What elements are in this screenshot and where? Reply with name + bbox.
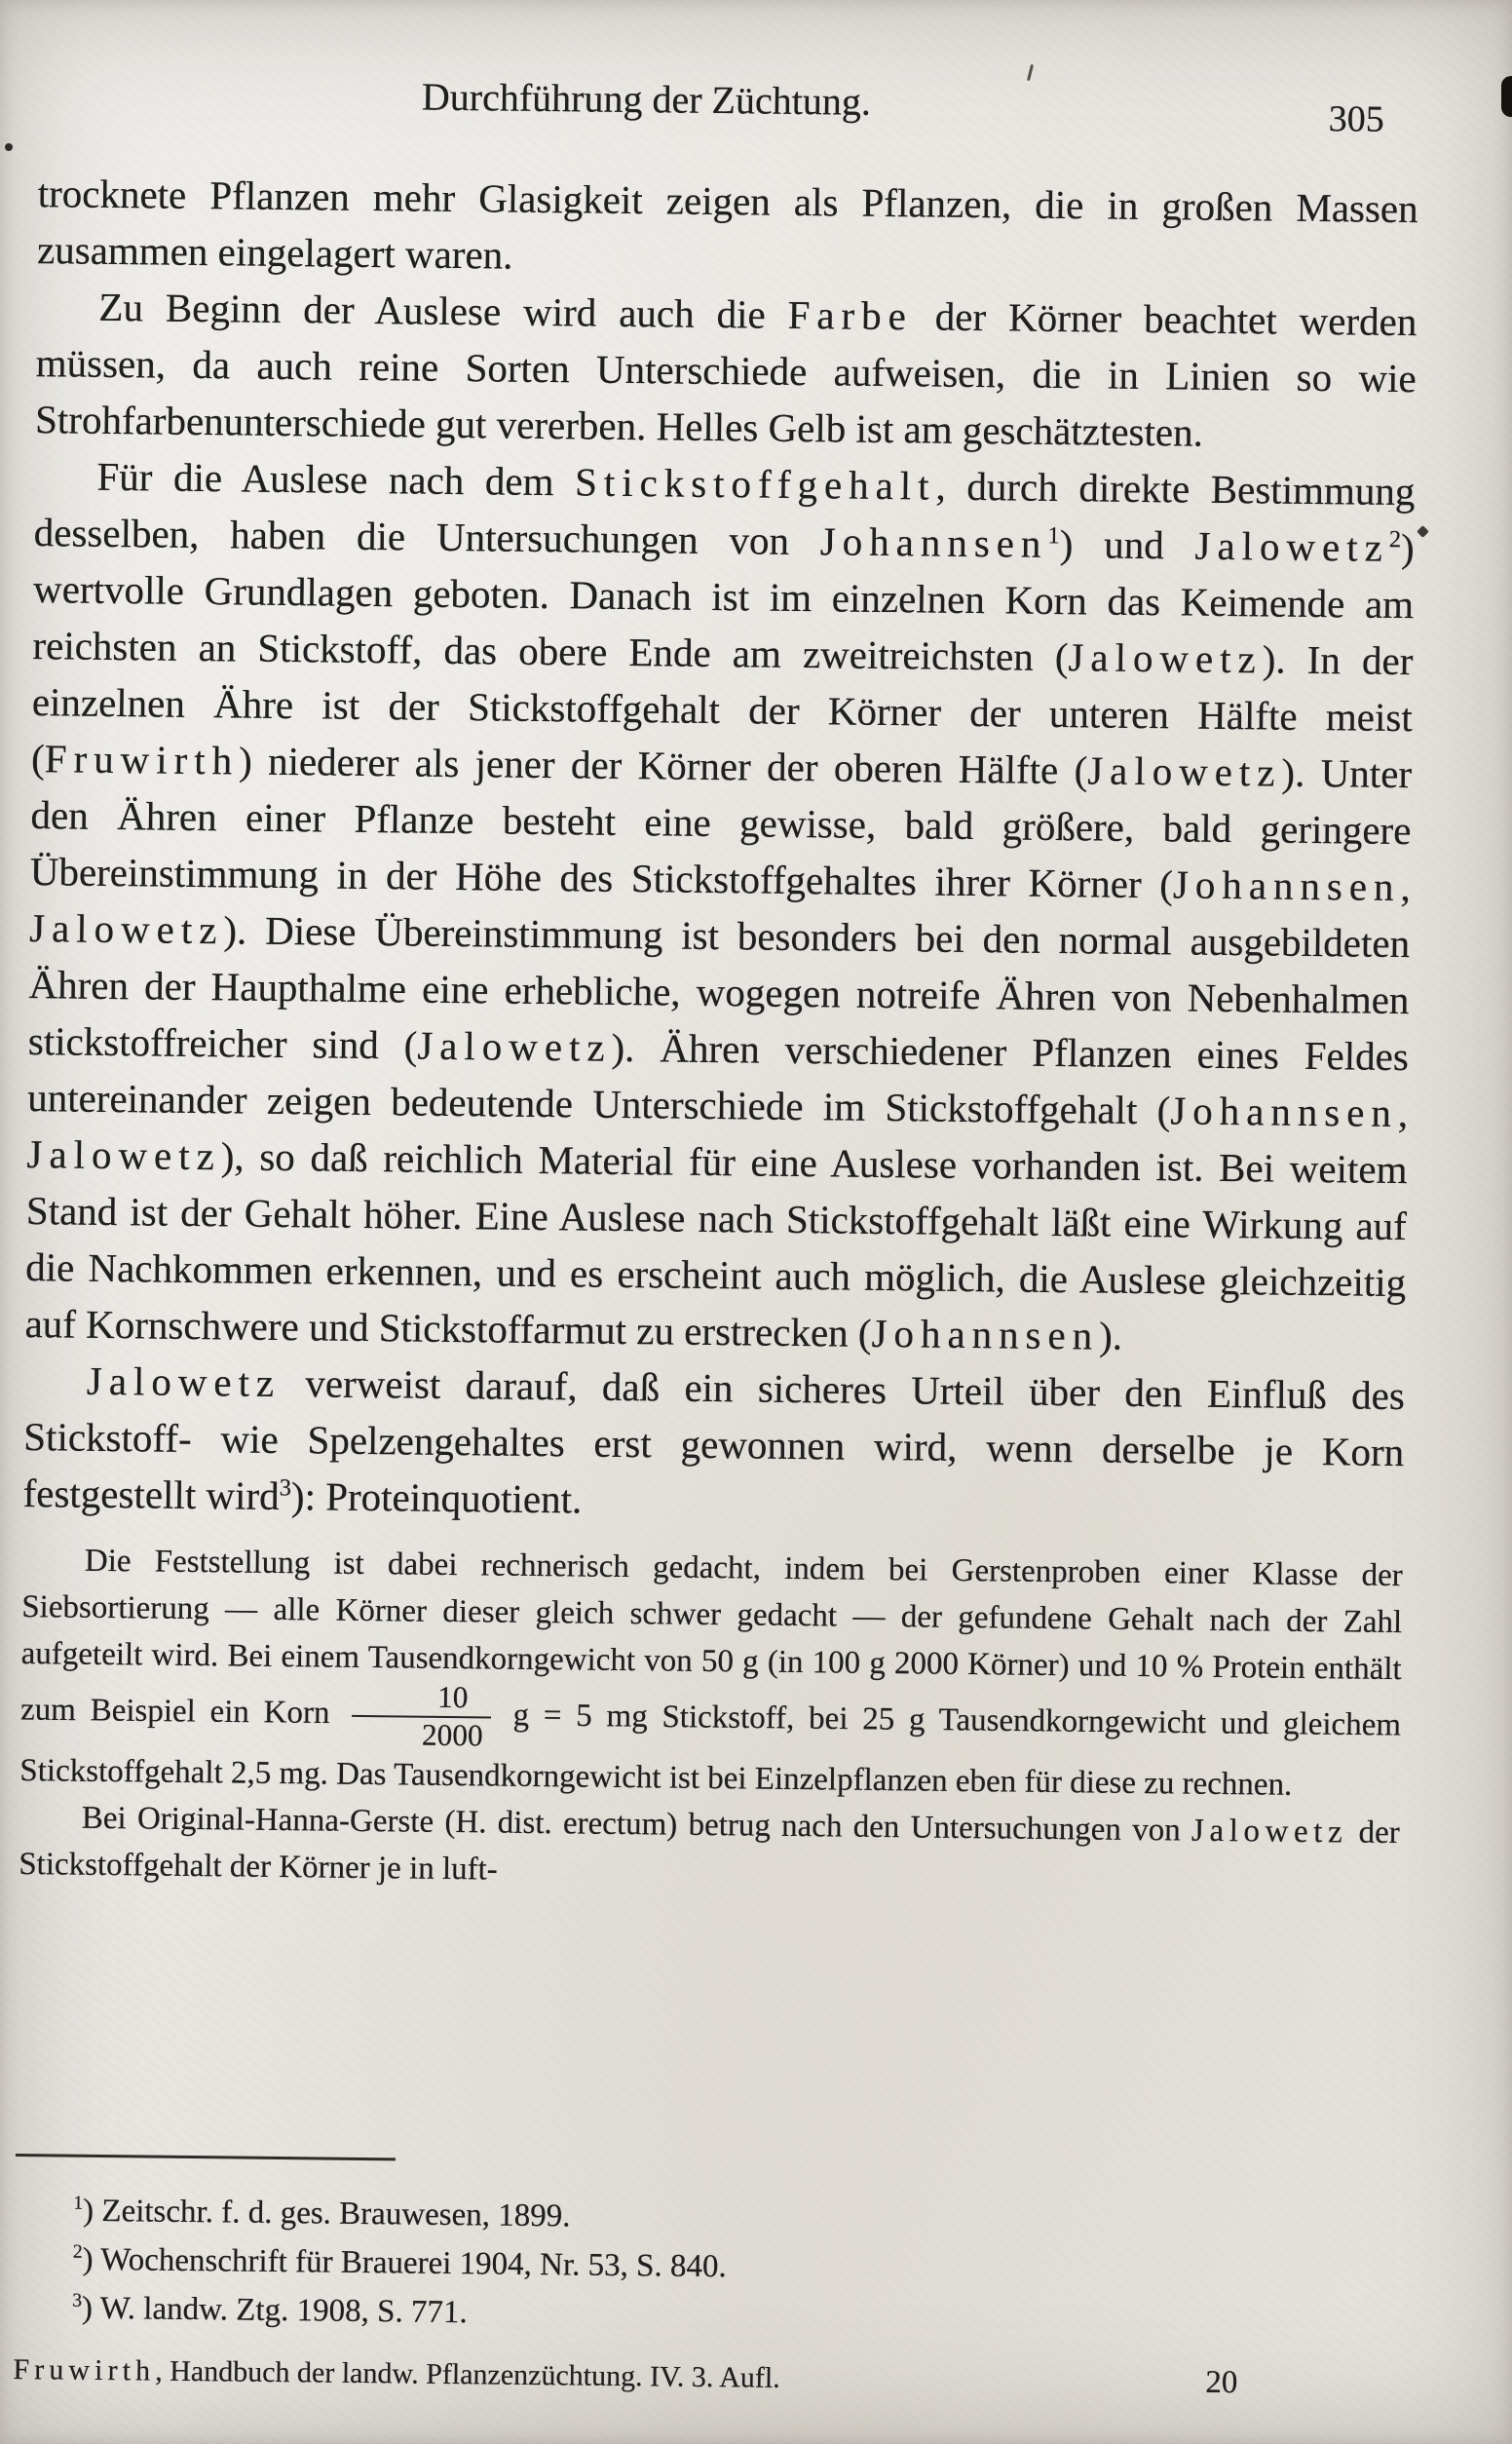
footnote: $^1$) Zeitschr. f. d. ges. Brauwesen, 1899. xyxy=(73,2192,571,2234)
running-header-title: Durchführung der Züchtung. xyxy=(421,74,872,124)
body-paragraph: Zu Beginn der Auslese wird auch die Farbe der Körner beachtet werden müssen, da auch reine Sorten Unterschiede aufweisen, die in Linien so wie Strohfarbenunterschiede gut vererben. Helles Gelb ist am geschätztesten. xyxy=(34,284,1418,455)
footnote: $^3$) W. landw. Ztg. 1908, S. 771. xyxy=(72,2289,468,2331)
body-paragraph-small: Die Feststellung ist dabei rechnerisch gedacht, indem bei Gerstenproben einer Klasse der Siebsortierung — alle Körner dieser gleich schwer gedacht — der gefundene Gehalt nach der Zahl aufgeteilt wird. Bei einem Tausendkorngewicht von 50 g (in 100 g 2000 Körner) und 10 % Protein enthält zum Beispiel ein Korn $\frac{10}{2000}$ g = 5 mg Stickstoff, bei 25 g Tausendkorngewicht und gleichem Stickstoffgehalt 2,5 mg. Das Tausendkorngewicht ist bei Einzelpflanzen eben für diese zu rechnen. xyxy=(19,1543,1403,1803)
body-paragraph-small: Bei Original-Hanna-Gerste (H. dist. erectum) betrug nach den Untersuchungen von Jalowetz der Stickstoffgehalt der Körner je in luft- xyxy=(19,1800,1400,1888)
body-paragraph: Jalowetz verweist darauf, daß ein sicheres Urteil über den Einfluß des Stickstoff- wie Spelzengehaltes erst gewonnen wird, wenn derselbe je Korn festgestellt wird$^3$): Proteinquotient. xyxy=(22,1357,1406,1522)
footer-imprint: Fruwirth, Handbuch der landw. Pflanzenzüchtung. IV. 3. Aufl. xyxy=(13,2352,780,2394)
sheet-number: 20 xyxy=(1205,2364,1238,2401)
footnote-separator-rule xyxy=(16,2154,396,2160)
footer-row xyxy=(13,2349,1393,2405)
page-number: 305 xyxy=(1328,98,1384,140)
footnote-block xyxy=(13,2154,1396,2405)
body-paragraph: Für die Auslese nach dem Stickstoffgehalt, durch direkte Bestimmung desselben, haben die Untersuchungen von Johannsen$^1$) und Jalowetz$^2$) wertvolle Grundlagen geboten. Danach ist im einzelnen Korn das Keimende am reichsten an Stickstoff, das obere Ende am zweitreichsten (Jalowetz). In der einzelnen Ähre ist der Stickstoffgehalt der Körner der unteren Hälfte meist (Fruwirth) niederer als jener der Körner der oberen Hälfte (Jalowetz). Unter den Ähren einer Pflanze besteht eine gewisse, bald größere, bald geringere Übereinstimmung in der Höhe des Stickstoffgehaltes ihrer Körner (Johannsen, Jalowetz). Diese Übereinstimmung ist besonders bei den normal ausgebildeten Ähren der Haupthalme eine erhebliche, wogegen notreife Ähren von Nebenhalmen stickstoffreicher sind (Jalowetz). Ähren verschiedener Pflanzen eines Feldes untereinander zeigen bedeutende Unterschiede im Stickstoffgehalt (Johannsen, Jalowetz), so daß reichlich Material für eine Auslese vorhanden ist. Bei weitem Stand ist der Gehalt höher. Eine Auslese nach Stickstoffgehalt läßt eine Wirkung auf die Nachkommen erkennen, und es erscheint auch möglich, die Auslese gleichzeitig auf Kornschwere und Stickstoffarmut zu erstrecken (Johannsen). xyxy=(24,453,1416,1358)
footnote: $^2$) Wochenschrift für Brauerei 1904, Nr. 53, S. 840. xyxy=(72,2240,727,2285)
body-paragraph: trocknete Pflanzen mehr Glasigkeit zeigen als Pflanzen, die in großen Massen zusammen eingelagert waren. xyxy=(36,171,1418,278)
fraction: $\frac{10}{2000}$ xyxy=(352,1681,491,1752)
running-header xyxy=(38,69,1419,147)
